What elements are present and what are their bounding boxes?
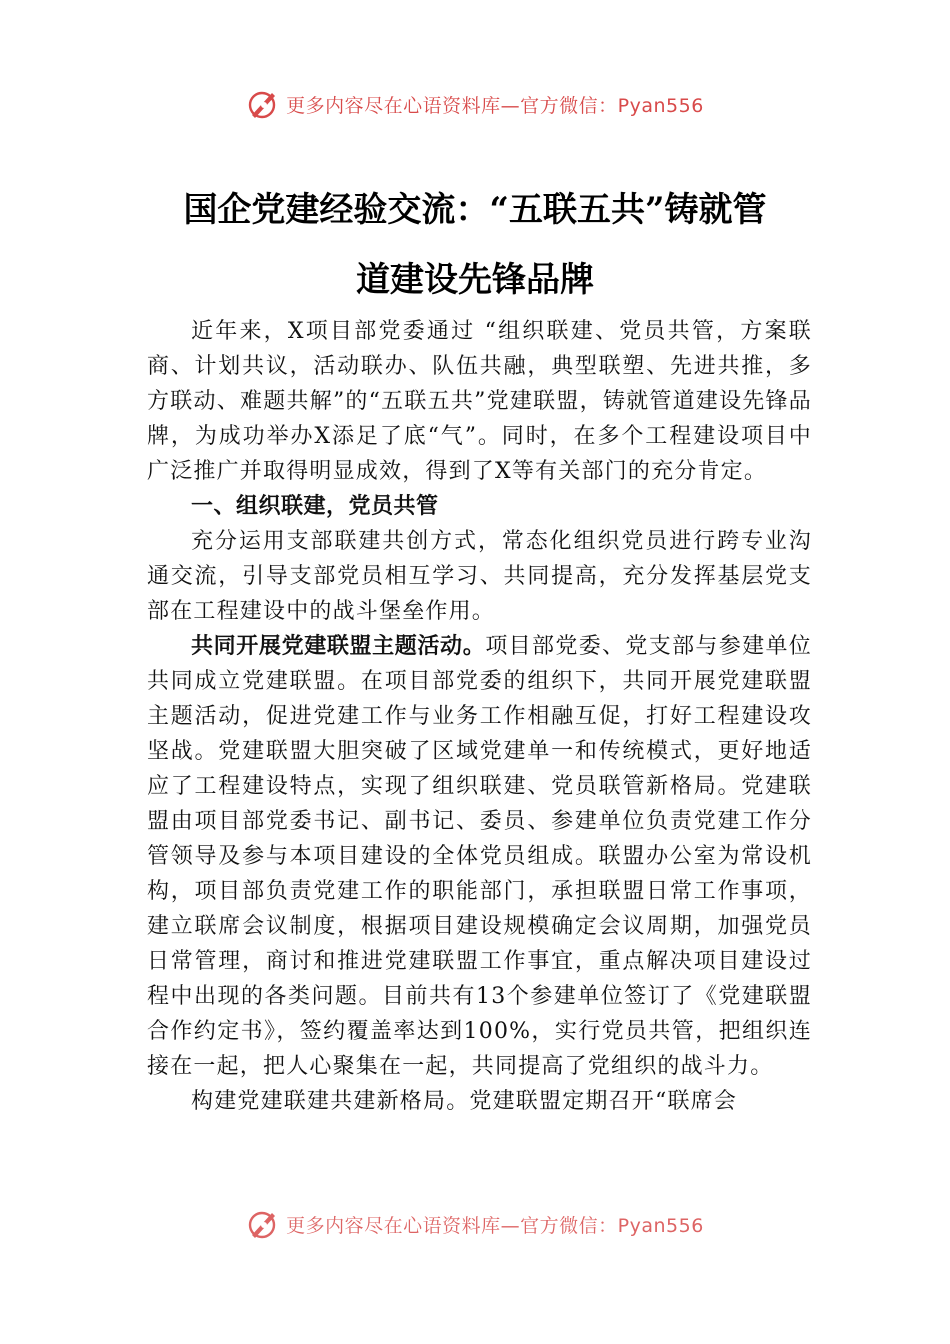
paragraph-alliance [147, 629, 812, 1084]
document-title [120, 175, 830, 315]
title-line-2: 道建设先锋品牌 [356, 260, 594, 300]
watermark-text: 更多内容尽在心语资料库—官方微信：Pyan556 [286, 94, 704, 117]
pen-circle-logo-icon [246, 87, 280, 121]
paragraph-section-intro: 充分运用支部联建共创方式，常态化组织党员进行跨专业沟通交流，引导支部党员相互学习、共同提高，充分发挥基层党支部在工程建设中的战斗堡垒作用。 [147, 529, 812, 624]
paragraph-intro: 近年来，X项目部党委通过 “组织联建、党员共管，方案联商、计划共议，活动联办、队伍共融，典型联塑、先进共推，多方联动、难题共解”的“五联五共”党建联盟，铸就管道建设先锋品牌，为成功举办X添足了底“气”。同时，在多个工程建设项目中广泛推广并取得明显成效，得到了X等有关部门的充分肯定。 [147, 319, 812, 484]
paragraph-new-pattern: 构建党建联建共建新格局。党建联盟定期召开“联席会 [191, 1089, 738, 1114]
watermark-banner-bottom [0, 1204, 950, 1244]
document-body [147, 314, 812, 1119]
watermark-banner-top [0, 84, 950, 124]
paragraph-lead-bold: 共同开展党建联盟主题活动。 [191, 634, 486, 659]
title-line-1: 国企党建经验交流：“五联五共”铸就管 [183, 190, 767, 230]
pen-circle-logo-icon [246, 1207, 280, 1241]
paragraph-alliance-body: 项目部党委、党支部与参建单位共同成立党建联盟。在项目部党委的组织下，共同开展党建联盟主题活动，促进党建工作与业务工作相融互促，打好工程建设攻坚战。党建联盟大胆突破了区域党建单一和传统模式，更好地适应了工程建设特点，实现了组织联建、党员联管新格局。党建联盟由项目部党委书记、副书记、委员、参建单位负责党建工作分管领导及参与本项目建设的全体党员组成。联盟办公室为常设机构，项目部负责党建工作的职能部门，承担联盟日常工作事项，建立联席会议制度，根据项目建设规模确定会议周期，加强党员日常管理，商讨和推进党建联盟工作事宜，重点解决项目建设过程中出现的各类问题。目前共有13个参建单位签订了《党建联盟合作约定书》，签约覆盖率达到100%，实行党员共管，把组织连接在一起，把人心聚集在一起，共同提高了党组织的战斗力。 [147, 634, 812, 1079]
watermark-text: 更多内容尽在心语资料库—官方微信：Pyan556 [286, 1214, 704, 1237]
section-heading-1: 一、组织联建，党员共管 [191, 494, 439, 519]
